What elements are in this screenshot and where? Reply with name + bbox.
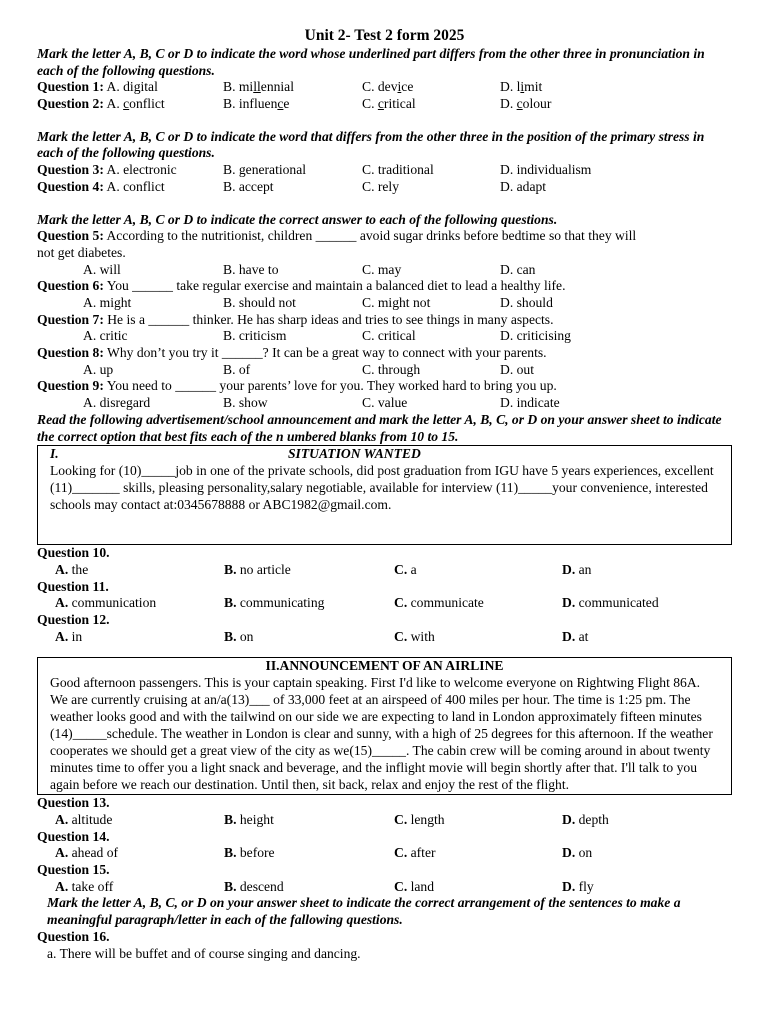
option-b: B. millennial bbox=[223, 79, 294, 95]
question-10-options: A. the B. no article C. a D. an bbox=[55, 561, 592, 577]
worksheet-page bbox=[37, 0, 732, 962]
question-11: Question 11. bbox=[37, 578, 109, 594]
question-8-options: A. up B. of C. through D. out bbox=[83, 361, 534, 377]
question-label: Question 1: bbox=[37, 79, 104, 95]
question-16: Question 16. bbox=[37, 928, 110, 944]
announcement-text: Good afternoon passengers. This is your captain speaking. First I'd like to welcome everyone on Rightwing Flight 86A. We are currently cruising at an/a(13)___ of 33,000 feet at an airspeed of 400 miles per hour. The time is 1:25 pm. The weather looks good and with the tailwind on our side we are expecting to land in London approximately fifteen minutes (14)_____schedule. The weather in London is clear and sunny, with a high of 25 degrees for this afternoon. If the weather cooperates we should get a great view of the city as we(15)_____. The cabin crew will be coming around in about twenty minutes time to offer you a light snack and beverage, and the inflight movie will begin shortly after that. I'll talk to you again before we reach our destination. Until then, sit back, relax and enjoy the rest of the flight. bbox=[50, 675, 713, 793]
question-9: Question 9: You need to ______ your parents’ love for you. They worked hard to bring you up. bbox=[37, 378, 557, 394]
question-13: Question 13. bbox=[37, 795, 110, 811]
advertisement-text: Looking for (10)_____job in one of the private schools, did post graduation from IGU have 5 years experiences, excellent (11)_______ skills, pleasing personality,salary negotiable, available for interview (11)_____your convenience, interested schools may contact at:0345678888 or ABC1982@gmail.com. bbox=[50, 463, 714, 513]
situation-wanted-box bbox=[37, 445, 732, 545]
question-2: Question 2: A. conflict B. influence C. critical D. colour bbox=[37, 96, 552, 112]
question-7-options: A. critic B. criticism C. critical D. criticising bbox=[83, 328, 571, 344]
question-9-options: A. disregard B. show C. value D. indicate bbox=[83, 395, 560, 411]
section-2-instruction: Mark the letter A, B, C or D to indicate the word that differs from the other three in the position of the primary stress in each of the following questions. bbox=[37, 128, 705, 161]
section-5-instruction: Mark the letter A, B, C, or D on your answer sheet to indicate the correct arrangement of the sentences to make a meaningful paragraph/letter in each of the fallowing questions. bbox=[47, 895, 681, 928]
question-16-sentence-a: a. There will be buffet and of course singing and dancing. bbox=[47, 945, 361, 961]
question-10: Question 10. bbox=[37, 545, 110, 561]
question-11-options: A. communication B. communicating C. communicate D. communicated bbox=[55, 595, 659, 611]
option-c: C. device bbox=[362, 79, 414, 95]
question-13-options: A. altitude B. height C. length D. depth bbox=[55, 812, 609, 828]
box-heading: SITUATION WANTED bbox=[288, 446, 421, 462]
question-5-options: A. will B. have to C. may D. can bbox=[83, 261, 536, 277]
section-1-instruction: Mark the letter A, B, C or D to indicate the word whose underlined part differs from the other three in pronunciation in each of the following questions. bbox=[37, 46, 705, 78]
question-15-options: A. take off B. descend C. land D. fly bbox=[55, 878, 594, 894]
question-6: Question 6: You ______ take regular exercise and maintain a balanced diet to lead a healthy life. bbox=[37, 278, 566, 294]
question-1: Question 1: A. digital B. millennial C. device D. limit bbox=[37, 79, 543, 95]
question-15: Question 15. bbox=[37, 862, 110, 878]
question-14: Question 14. bbox=[37, 828, 110, 844]
option-d: D. limit bbox=[500, 79, 543, 95]
option-b: B. influence bbox=[223, 96, 290, 112]
question-5-cont: not get diabetes. bbox=[37, 244, 126, 260]
option-c: C. critical bbox=[362, 96, 416, 112]
question-12: Question 12. bbox=[37, 611, 110, 627]
box-heading: II.ANNOUNCEMENT OF AN AIRLINE bbox=[265, 658, 504, 674]
page-title: Unit 2- Test 2 form 2025 bbox=[304, 27, 465, 44]
question-5: Question 5: According to the nutritionist, children ______ avoid sugar drinks before bedtime so that they will bbox=[37, 228, 637, 244]
section-3-instruction: Mark the letter A, B, C or D to indicate the correct answer to each of the following questions. bbox=[37, 211, 558, 227]
question-7: Question 7: He is a ______ thinker. He has sharp ideas and tries to see things in many aspects. bbox=[37, 311, 554, 327]
question-4: Question 4: A. conflict B. accept C. rely D. adapt bbox=[37, 178, 547, 194]
option-d: D. colour bbox=[500, 96, 552, 112]
question-12-options: A. in B. on C. with D. at bbox=[55, 628, 589, 644]
section-4-instruction: Read the following advertisement/school announcement and mark the letter A, B, C, or D on your answer sheet to indicate the correct option that best fits each of the n umbered blanks from 10 to 15. bbox=[37, 411, 722, 444]
box-number: I. bbox=[50, 446, 59, 462]
question-8: Question 8: Why don’t you try it ______? It can be a great way to connect with your parents. bbox=[37, 345, 547, 361]
question-14-options: A. ahead of B. before C. after D. on bbox=[55, 845, 593, 861]
airline-announcement-box bbox=[37, 657, 732, 795]
question-3: Question 3: A. electronic B. generational C. traditional D. individualism bbox=[37, 162, 592, 178]
question-6-options: A. might B. should not C. might not D. should bbox=[83, 295, 553, 311]
